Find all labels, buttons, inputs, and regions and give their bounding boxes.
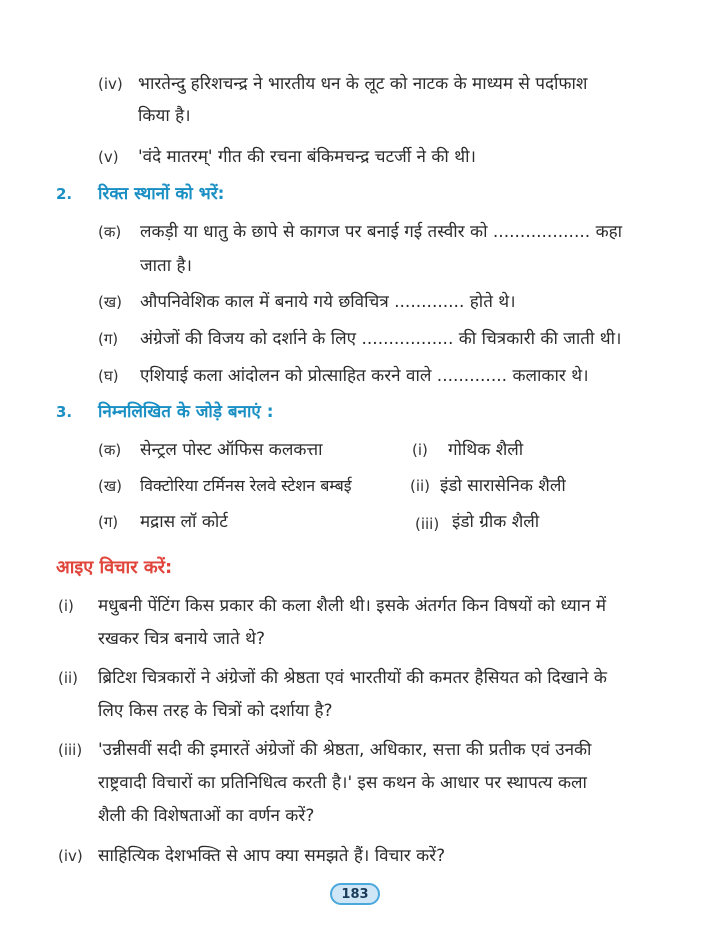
fill-blank-text: लकड़ी या धातु के छापे से कागज पर बनाई गई तस्वीर को .................. कहा <box>140 222 623 242</box>
question-number: (ii) <box>58 669 79 687</box>
question-number: (iii) <box>58 741 83 759</box>
question-number: (i) <box>58 597 74 615</box>
question-text: 'उन्नीसवीं सदी की इमारतें अंग्रेजों की श्रेष्ठता, अधिकार, सत्ता की प्रतीक एवं उनकी <box>98 740 592 760</box>
item-text-continued: किया है। <box>138 106 191 126</box>
item-number: (ग) <box>98 330 119 348</box>
match-left-item: सेन्ट्रल पोस्ट ऑफिस कलकत्ता <box>140 440 323 460</box>
match-right-item: इंडो ग्रीक शैली <box>452 512 540 532</box>
question-text-continued: शैली की विशेषताओं का वर्णन करें? <box>98 806 315 826</box>
question-text-continued: राष्ट्रवादी विचारों का प्रतिनिधित्व करती है।' इस कथन के आधार पर स्थापत्य कला <box>98 773 587 793</box>
item-number: (क) <box>98 223 122 241</box>
match-right-item: इंडो सारासेनिक शैली <box>440 476 566 496</box>
match-right-number: (iii) <box>415 515 440 533</box>
question-text-continued: लिए किस तरह के चित्रों को दर्शाया है? <box>98 701 333 721</box>
section-heading: रिक्त स्थानों को भरें: <box>98 184 225 204</box>
fill-blank-text: औपनिवेशिक काल में बनाये गये छविचित्र ............. होते थे। <box>140 292 516 312</box>
item-number: (v) <box>98 148 119 166</box>
question-text: मधुबनी पेंटिंग किस प्रकार की कला शैली थी। इसके अंतर्गत किन विषयों को ध्यान में <box>98 596 607 616</box>
match-left-number: (क) <box>98 441 122 459</box>
fill-blank-text-continued: जाता है। <box>140 256 192 276</box>
match-right-item: गोथिक शैली <box>448 440 524 460</box>
item-text: 'वंदे मातरम्' गीत की रचना बंकिमचन्द्र चटर्जी ने की थी। <box>138 147 476 167</box>
section-heading: निम्नलिखित के जोड़े बनाएं : <box>98 402 274 422</box>
item-number: (घ) <box>98 367 119 385</box>
item-text: भारतेन्दु हरिशचन्द्र ने भारतीय धन के लूट को नाटक के माध्यम से पर्दाफाश <box>138 74 588 94</box>
question-number: (iv) <box>58 847 83 865</box>
match-left-item: विक्टोरिया टर्मिनस रेलवे स्टेशन बम्बई <box>140 476 352 495</box>
match-left-item: मद्रास लॉ कोर्ट <box>140 512 228 532</box>
think-heading: आइए विचार करें: <box>56 557 173 578</box>
fill-blank-text: एशियाई कला आंदोलन को प्रोत्साहित करने वाले ............. कलाकार थे। <box>140 366 589 386</box>
page-number: 183 <box>330 883 380 905</box>
match-left-number: (ख) <box>98 477 122 495</box>
section-number: 2. <box>56 185 73 203</box>
question-text-continued: रखकर चित्र बनाये जाते थे? <box>98 629 266 649</box>
match-right-number: (i) <box>412 441 428 459</box>
fill-blank-text: अंग्रेजों की विजय को दर्शाने के लिए ................. की चित्रकारी की जाती थी। <box>140 329 622 349</box>
item-number: (ख) <box>98 293 122 311</box>
question-text: ब्रिटिश चित्रकारों ने अंग्रेजों की श्रेष्ठता एवं भारतीयों की कमतर हैसियत को दिखाने के <box>98 668 607 688</box>
match-right-number: (ii) <box>410 477 431 495</box>
question-text: साहित्यिक देशभक्ति से आप क्या समझते हैं। विचार करें? <box>98 846 446 866</box>
match-left-number: (ग) <box>98 513 119 531</box>
section-number: 3. <box>56 403 73 421</box>
item-number: (iv) <box>98 75 123 93</box>
